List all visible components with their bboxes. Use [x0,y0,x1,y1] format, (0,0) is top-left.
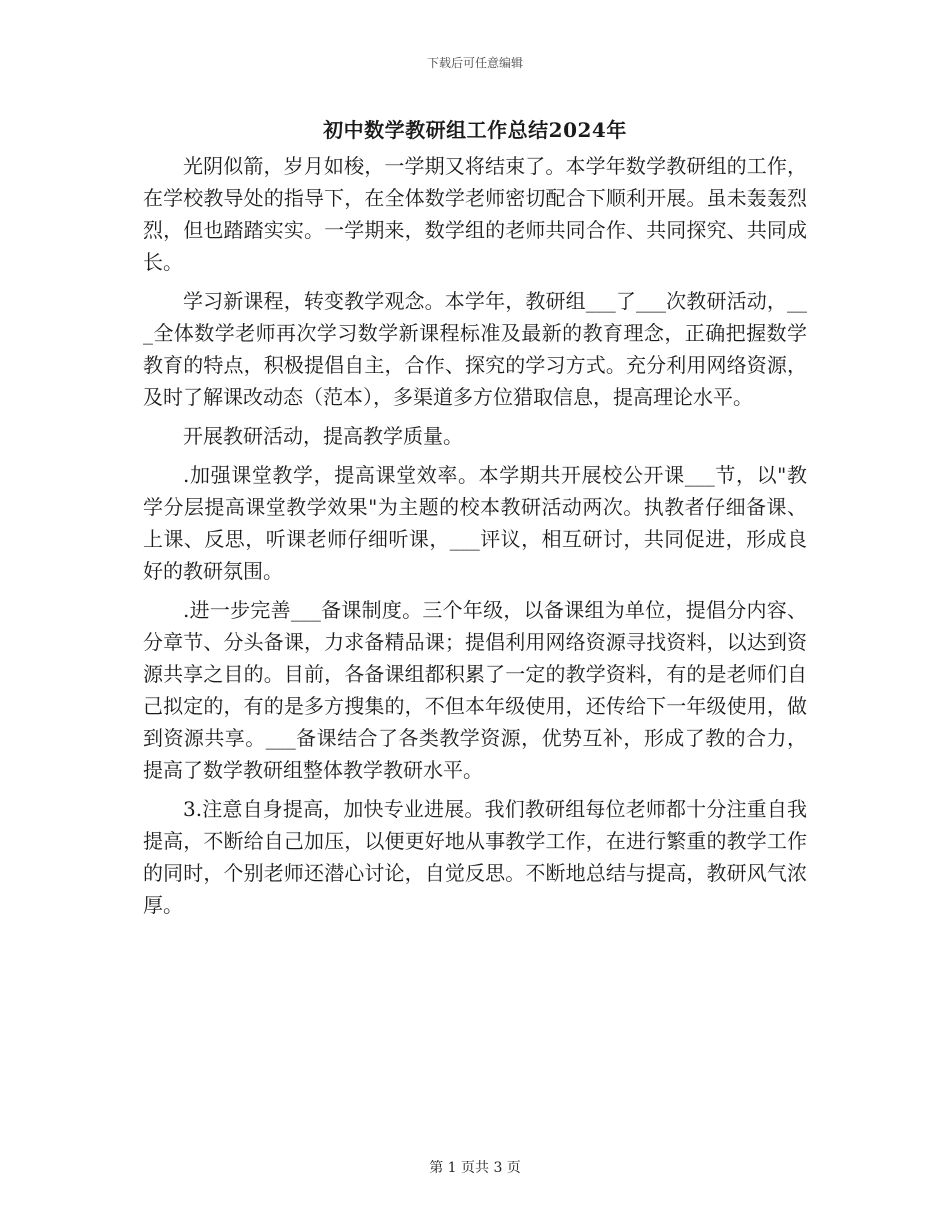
paragraph-lesson-prep: .进一步完善___备课制度。三个年级，以备课组为单位，提倡分内容、分章节、分头备课，力求备精品课；提倡利用网络资源寻找资料，以达到资源共享之目的。目前，各备课组都积累了一定的教学资料，有的是老师们自己拟定的，有的是多方搜集的，不但本年级使用，还传给下一年级使用，做到资源共享。___备课结合了各类教学资源，优势互补，形成了教的合力，提高了数学教研组整体教学教研水平。 [143,598,807,782]
paragraph-new-curriculum: 学习新课程，转变教学观念。本学年，教研组___了___次教研活动，___全体数学老师再次学习数学新课程标准及最新的教育理念，正确把握数学教育的特点，积极提倡自主，合作、探究的学习方式。充分利用网络资源，及时了解课改动态（范本），多渠道多方位猎取信息，提高理论水平。 [143,289,807,409]
page-footer: 第 1 页共 3 页 [429,1160,521,1176]
paragraph-classroom-teaching: .加强课堂教学，提高课堂效率。本学期共开展校公开课___节，以"教学分层提高课堂教学效果"为主题的校本教研活动两次。执教者仔细备课、上课、反思，听课老师仔细听课，___评议，相互研讨，共同促进，形成良好的教研氛围。 [143,463,807,583]
document-title: 初中数学教研组工作总结2024年 [323,118,627,142]
paragraph-research-activities: 开展教研活动，提高教学质量。 [183,424,463,448]
document-body [143,150,807,928]
header-note: 下载后可任意编辑 [426,56,523,70]
paragraph-intro: 光阴似箭，岁月如梭，一学期又将结束了。本学年数学教研组的工作，在学校教导处的指导下，在全体数学老师密切配合下顺利开展。虽未轰轰烈烈，但也踏踏实实。一学期来，数学组的老师共同合作、共同探究、共同成长。 [143,154,807,274]
paragraph-self-improvement: 3.注意自身提高，加快专业进展。我们教研组每位老师都十分注重自我提高，不断给自己加压，以便更好地从事教学工作，在进行繁重的教学工作的同时，个别老师还潜心讨论，自觉反思。不断地总结与提高，教研风气浓厚。 [143,797,807,917]
